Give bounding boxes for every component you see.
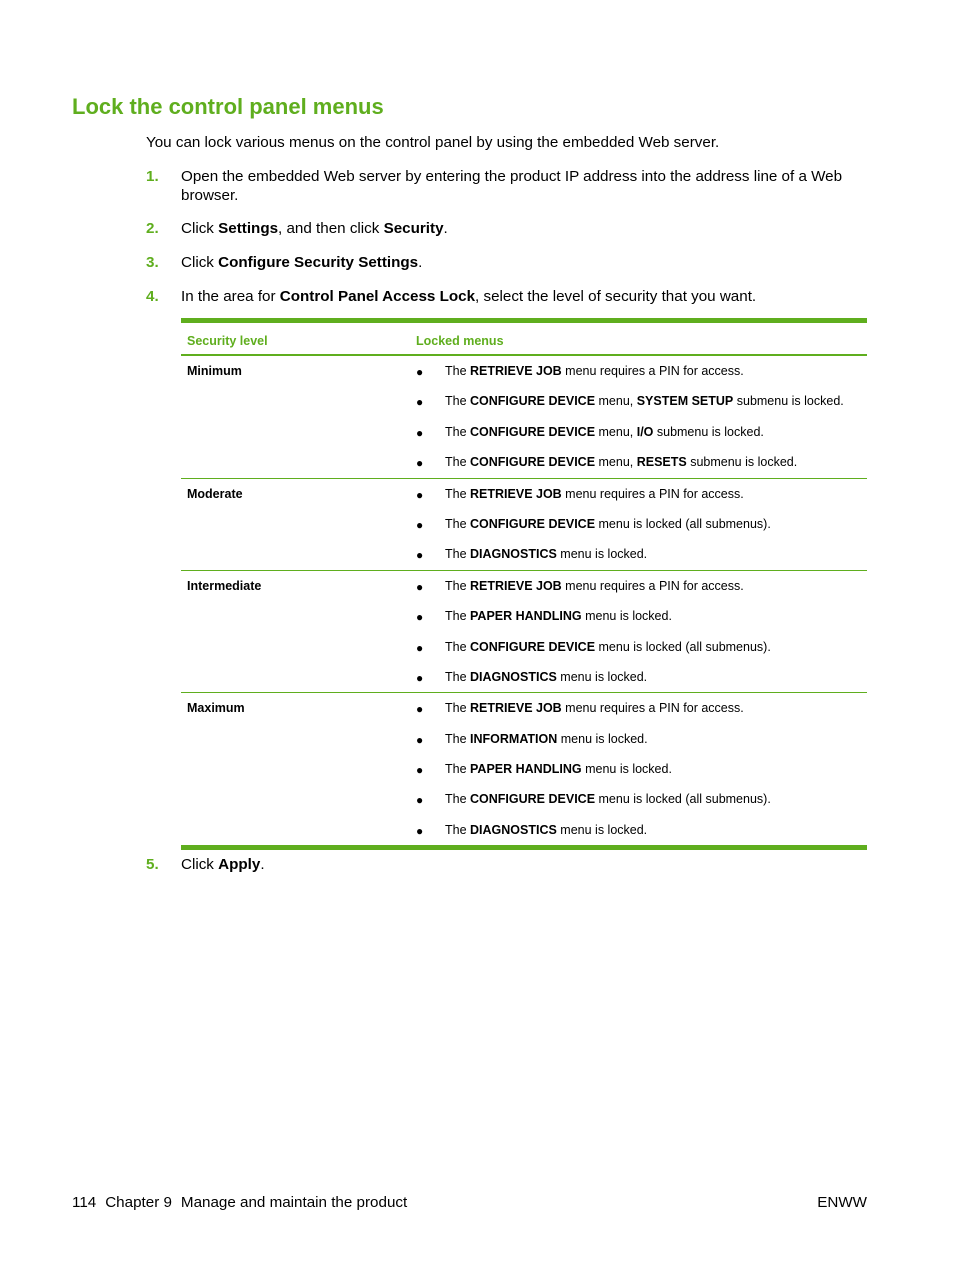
description-text: menu is locked. [581,762,672,777]
step-1 [146,167,876,205]
menu-name: CONFIGURE DEVICE [470,394,596,409]
description-text: menu requires a PIN for access. [561,364,744,378]
bullet-icon: ● [416,395,424,410]
security-level-name: Minimum [187,364,242,378]
description-text: The [445,486,471,501]
menu-name: RETRIEVE JOB [470,578,562,593]
locked-menus-list [416,479,867,570]
step-number: 3. [146,254,159,271]
description-text: The [445,424,471,439]
bullet-icon: ● [416,579,424,594]
step-text: In the area for [181,288,280,305]
list-item [416,417,867,447]
step-text: Click [181,856,219,873]
description-text: menu is locked (all submenus). [595,516,771,531]
step-text: Open the embedded Web server by entering the product IP address into the address line of a Web browser. [181,168,843,204]
description-text: menu is locked. [581,609,672,624]
menu-name: CONFIGURE DEVICE [470,516,596,531]
step-text: . [418,254,423,271]
description-text: menu is locked (all submenus). [595,639,771,654]
menu-name: CONFIGURE DEVICE [470,792,596,807]
bullet-icon: ● [416,610,424,625]
list-item [416,754,867,784]
list-item [416,632,867,662]
list-item [416,571,867,601]
intro-paragraph: You can lock various menus on the control panel by using the embedded Web server. [146,134,720,151]
step-text: . [260,856,265,873]
locked-menu-description [445,762,672,777]
locked-menus-list [416,693,867,845]
description-text: The [445,822,471,837]
locked-menu-description [445,670,647,685]
ui-term-control-panel-access-lock: Control Panel Access Lock [279,288,476,305]
page-footer [72,1193,407,1212]
bullet-icon: ● [416,732,424,747]
bullet-icon: ● [416,517,424,532]
list-item [416,724,867,754]
bullet-icon: ● [416,425,424,440]
bullet-icon: ● [416,823,424,838]
locked-menu-description [445,823,647,838]
description-text: The [445,455,471,470]
list-item [416,601,867,631]
bullet-icon: ● [416,763,424,778]
menu-name: DIAGNOSTICS [470,669,557,684]
description-text: submenu is locked. [653,424,764,439]
locked-menu-description [445,517,771,532]
description-text: The [445,669,471,684]
menu-name: RETRIEVE JOB [470,486,562,501]
step-5 [146,855,876,874]
menu-name: CONFIGURE DEVICE [470,455,596,470]
bullet-icon: ● [416,793,424,808]
step-number: 1. [146,168,159,185]
description-text: The [445,792,471,807]
list-item [416,539,867,569]
menu-name: RESETS [636,455,687,470]
description-text: menu, [595,455,637,470]
step-3 [146,253,876,272]
security-level-name: Moderate [187,486,243,501]
locked-menu-description [445,364,744,379]
locked-menu-description [445,487,744,502]
list-item [416,447,867,477]
security-level-name: Intermediate [187,578,262,593]
step-number: 4. [146,288,159,305]
table-row [181,479,867,571]
menu-name: DIAGNOSTICS [470,822,557,837]
locked-menu-description [445,455,797,470]
list-item [416,662,867,692]
column-header-locked-menus: Locked menus [416,334,504,348]
step-number: 5. [146,856,159,873]
table-header [181,323,867,356]
step-text: Click [181,254,219,271]
menu-name: RETRIEVE JOB [470,701,562,716]
description-text: The [445,547,471,562]
description-text: submenu is locked. [733,394,844,409]
description-text: The [445,578,471,593]
locked-menus-list [416,571,867,693]
step-text: , select the level of security that you want. [475,288,757,305]
description-text: menu is locked. [556,547,648,562]
security-level-name: Maximum [187,701,245,716]
description-text: The [445,394,471,409]
locked-menu-description [445,579,744,594]
ui-term-security: Security [383,220,444,237]
description-text: menu is locked. [556,669,648,684]
list-item [416,784,867,814]
locked-menu-description [445,547,647,562]
table-row [181,693,867,845]
ui-term-settings: Settings [218,220,279,237]
security-level-table [181,318,867,850]
chapter-title: Manage and maintain the product [180,1194,408,1211]
description-text: menu requires a PIN for access. [561,486,744,501]
description-text: menu requires a PIN for access. [561,701,744,716]
bullet-icon: ● [416,365,424,379]
description-text: menu is locked (all submenus). [595,792,771,807]
list-item [416,815,867,845]
list-item [416,509,867,539]
page-number: 114 [72,1194,97,1211]
bullet-icon: ● [416,487,424,502]
description-text: The [445,639,471,654]
description-text: submenu is locked. [686,455,798,470]
bullet-icon: ● [416,640,424,655]
description-text: menu is locked. [557,731,648,746]
ui-term-apply: Apply [218,856,261,873]
list-item [416,479,867,509]
step-number: 2. [146,220,159,237]
page-title: Lock the control panel menus [72,94,384,119]
locked-menu-description [445,609,672,624]
locked-menu-description [445,394,844,409]
menu-name: CONFIGURE DEVICE [470,639,596,654]
bullet-icon: ● [416,548,424,563]
description-text: The [445,731,471,746]
locked-menu-description [445,425,764,440]
menu-name: CONFIGURE DEVICE [470,424,596,439]
locked-menus-list [416,356,867,478]
list-item [416,356,867,386]
locked-menu-description [445,640,771,655]
locked-menu-description [445,701,744,716]
locked-menu-description [445,732,648,747]
step-2 [146,219,876,238]
bullet-icon: ● [416,670,424,685]
table-row [181,571,867,694]
description-text: The [445,609,471,624]
step-text: . [443,220,448,237]
description-text: menu, [595,394,637,409]
column-header-security-level: Security level [187,334,268,348]
menu-name: PAPER HANDLING [470,609,582,624]
locked-menu-description [445,792,771,807]
chapter-label: Chapter 9 [105,1194,172,1211]
description-text: The [445,701,471,716]
description-text: The [445,516,471,531]
description-text: menu, [595,424,637,439]
list-item [416,693,867,723]
step-4 [146,287,876,306]
bullet-icon: ● [416,456,424,471]
description-text: menu requires a PIN for access. [561,578,744,593]
ui-term-configure-security-settings: Configure Security Settings [218,254,419,271]
menu-name: I/O [636,424,654,439]
menu-name: RETRIEVE JOB [470,364,562,378]
menu-name: INFORMATION [470,731,558,746]
description-text: The [445,364,471,378]
table-row [181,356,867,479]
footer-doc-code: ENWW [817,1194,867,1211]
step-text: , and then click [278,220,384,237]
step-text: Click [181,220,219,237]
description-text: The [445,762,471,777]
list-item [416,386,867,416]
bullet-icon: ● [416,702,424,717]
menu-name: SYSTEM SETUP [636,394,734,409]
menu-name: PAPER HANDLING [470,762,582,777]
description-text: menu is locked. [556,822,648,837]
menu-name: DIAGNOSTICS [470,547,557,562]
